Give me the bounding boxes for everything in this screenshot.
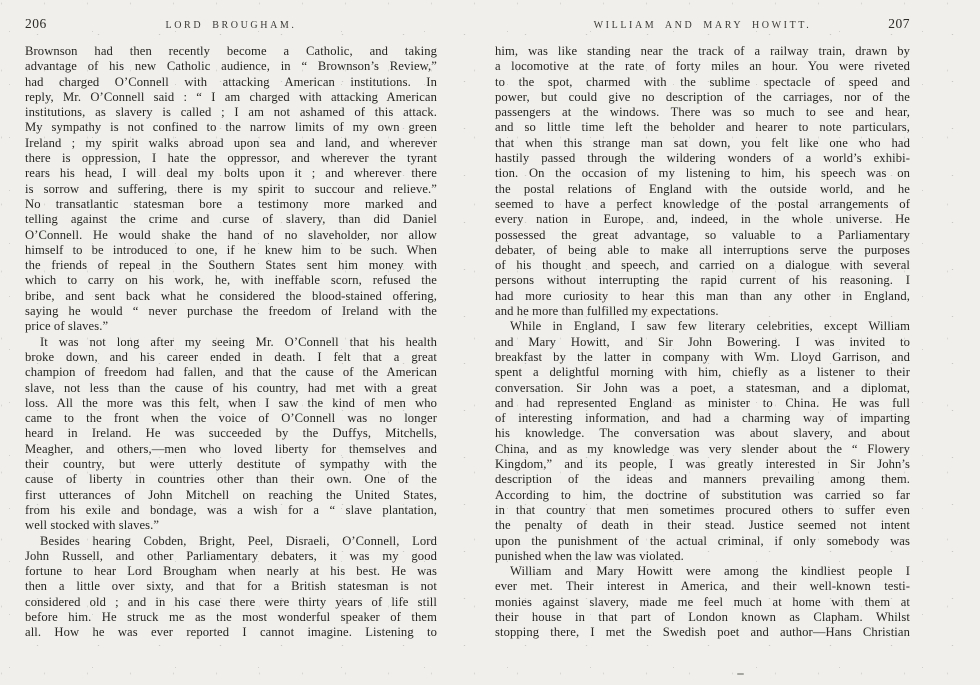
text-line: there is oppression, I hate the oppressor, and wherever the tyrant [25, 151, 437, 166]
text-line: upon the punishment of the actual criminal, if only somebody was [495, 533, 910, 548]
text-line: advantage of his new Catholic audience, in “ Brownson’s Review,” [25, 59, 437, 74]
text-line: him, was like standing near the track of a railway train, drawn by [495, 44, 910, 58]
text-line: Besides hearing Cobden, Bright, Peel, Disraeli, O’Connell, Lord [40, 533, 437, 548]
page-number-right: 207 [888, 16, 910, 31]
text-line: which to carry on his work, he, with ineffable scorn, refused the [25, 273, 437, 288]
text-line: punished when the law was violated. [495, 548, 684, 563]
page-206-text [25, 44, 437, 641]
page-207-header [495, 16, 910, 32]
text-line: their house in that part of London known as Clapham. Whilst [495, 609, 910, 624]
text-line: reply, Mr. O’Connell said : “ I am charged with attacking American [25, 89, 437, 104]
page-206 [25, 0, 437, 685]
text-line: of interesting information, and had a charming way of imparting [495, 411, 910, 426]
text-line: considered old ; and in his case there were thirty years of life still [25, 594, 437, 609]
text-line: that when this strange man sat down, you felt like one who had [495, 135, 910, 150]
text-line: from his exile and bondage, was a wish for a “ slave plantation, [25, 502, 437, 517]
text-line: No transatlantic statesman bore a testimony more marked and [25, 196, 437, 211]
text-line: the penalty of death in their stead. Justice seemed not intent [495, 518, 910, 533]
text-line: William and Mary Howitt were among the kindliest people I [510, 564, 910, 579]
text-line: seemed to have a perfect knowledge of the postal arrangements of [495, 196, 910, 211]
text-line: breakfast by the latter in company with Wm. Lloyd Garrison, and [495, 349, 910, 364]
text-line: While in England, I saw few literary celebrities, except William [510, 319, 910, 334]
text-line: the postal relations of England with the outside world, and he [495, 181, 910, 196]
text-line: is sorrow and suffering, there is my spirit to succour and relieve.” [25, 181, 437, 196]
text-line: in that country that men sometimes procured others to suffer even [495, 502, 910, 517]
text-line: institutions, as slavery is called ; I am not ashamed of this attack. [25, 105, 437, 120]
text-line: first utterances of John Mitchell on reaching the United States, [25, 487, 437, 502]
text-line: and Mary Howitt, and Sir John Bowering. I was invited to [495, 334, 910, 349]
text-line: then a little over sixty, and that for a British statesman is not [25, 579, 437, 594]
running-head-right: WILLIAM AND MARY HOWITT. [593, 20, 812, 31]
page-206-header [25, 16, 437, 32]
text-line: price of slaves.” [25, 319, 109, 334]
text-line: and he more than fulfilled my expectations. [495, 304, 719, 319]
text-line: It was not long after my seeing Mr. O’Connell that his health [40, 334, 437, 349]
text-line: O’Connell. He would shake the hand of no slaveholder, nor allow [25, 227, 437, 242]
text-line: his knowledge. The conversation was about slavery, and about [495, 426, 910, 441]
text-line: Brownson had then recently become a Catholic, and taking [25, 44, 437, 58]
text-line: of his thought and speech, and carried on a dialogue with several [495, 258, 910, 273]
text-line: According to him, the doctrine of substitution was carried so far [495, 487, 910, 502]
text-line: all. How he was ever reported I cannot imagine. Listening to [25, 625, 437, 640]
text-line: well stocked with slaves.” [25, 518, 160, 533]
text-line: Meagher, and others,—men who loved liberty for themselves and [25, 441, 437, 456]
text-line: monies against slavery, made me feel much at home with them at [495, 594, 910, 609]
print-artifact-mark [737, 673, 744, 675]
text-line: loss. All the more was this felt, when I saw the kind of men who [25, 395, 437, 410]
text-line: telling against the crime and curse of slavery, than did Daniel [25, 212, 437, 227]
text-line: broke down, and his career ended in death. I felt that a great [25, 349, 437, 364]
text-line: debater, of being able to make all interruptions serve the purposes [495, 242, 910, 257]
text-line: before him. He struck me as the most wonderful speaker of them [25, 609, 437, 624]
text-line: bribe, and sent back what he considered the blood-stained offering, [25, 288, 437, 303]
text-line: ever met. Their interest in America, and their well-known testi- [495, 579, 910, 594]
page-number-left: 206 [25, 16, 47, 31]
text-line: saying he would “ never purchase the freedom of Ireland with the [25, 304, 437, 319]
text-line: spent a delightful morning with him, chiefly as a listener to their [495, 365, 910, 380]
text-line: John Russell, and other Parliamentary debaters, it was my good [25, 548, 437, 563]
text-line: came to the front when the voice of O’Connell was no longer [25, 411, 437, 426]
text-line: and had represented England as minister to China. He was full [495, 395, 910, 410]
text-line: every nation in Europe, and, indeed, in the whole universe. He [495, 212, 910, 227]
text-line: stopping there, I met the Swedish poet and author—Hans Christian [495, 625, 910, 640]
text-line: tion. On the occasion of my listening to him, his speech was on [495, 166, 910, 181]
running-head-left: LORD BROUGHAM. [165, 20, 297, 31]
text-line: heard in Ireland. He was succeeded by the Duffys, Mitchells, [25, 426, 437, 441]
text-line: persons without interrupting the rapid current of his reasoning. I [495, 273, 910, 288]
text-line: and so little time left the beholder and hearer to note particulars, [495, 120, 910, 135]
text-line: fortune to hear Lord Brougham when nearly at his best. He was [25, 564, 437, 579]
text-line: China, and as my knowledge was very slender about the “ Flowery [495, 441, 910, 456]
page-207 [495, 0, 910, 685]
text-line: possessed the great advantage, so valuable to a Parliamentary [495, 227, 910, 242]
text-line: Kingdom,” and its people, I was greatly interested in Sir John’s [495, 457, 910, 472]
text-line: hastily passed through the wildering wonders of a world’s exhibi- [495, 151, 910, 166]
text-line: description of the ideas and manners prevailing among them. [495, 472, 910, 487]
text-line: champion of freedom had fallen, and that the cause of the American [25, 365, 437, 380]
text-line: had more curiosity to hear this man than any other in England, [495, 288, 910, 303]
text-line: cause of liberty in countries other than their own. One of the [25, 472, 437, 487]
text-line: a locomotive at the rate of forty miles an hour. You were riveted [495, 59, 910, 74]
text-line: had charged O’Connell with attacking American institutions. In [25, 74, 437, 89]
text-line: power, but could give no description of the carriages, nor of the [495, 89, 910, 104]
text-line: My sympathy is not confined to the narrow limits of my own green [25, 120, 437, 135]
text-line: their country, but were utterly destitute of sympathy with the [25, 457, 437, 472]
text-line: Ireland ; my spirit walks abroad upon sea and land, and wherever [25, 135, 437, 150]
text-line: passengers at the windows. There was so much to see and hear, [495, 105, 910, 120]
page-207-text [495, 44, 910, 641]
text-line: the friends of repeal in the Southern States sent him money with [25, 258, 437, 273]
text-line: himself to be introduced to one, if he knew him to be such. When [25, 242, 437, 257]
text-line: conversation. Sir John was a poet, a statesman, and a diplomat, [495, 380, 910, 395]
text-line: rears his head, I will deal my bolts upon it ; and wherever there [25, 166, 437, 181]
text-line: slave, not less than the cause of his country, had met with a great [25, 380, 437, 395]
text-line: to the spot, charmed with the sublime spectacle of speed and [495, 74, 910, 89]
